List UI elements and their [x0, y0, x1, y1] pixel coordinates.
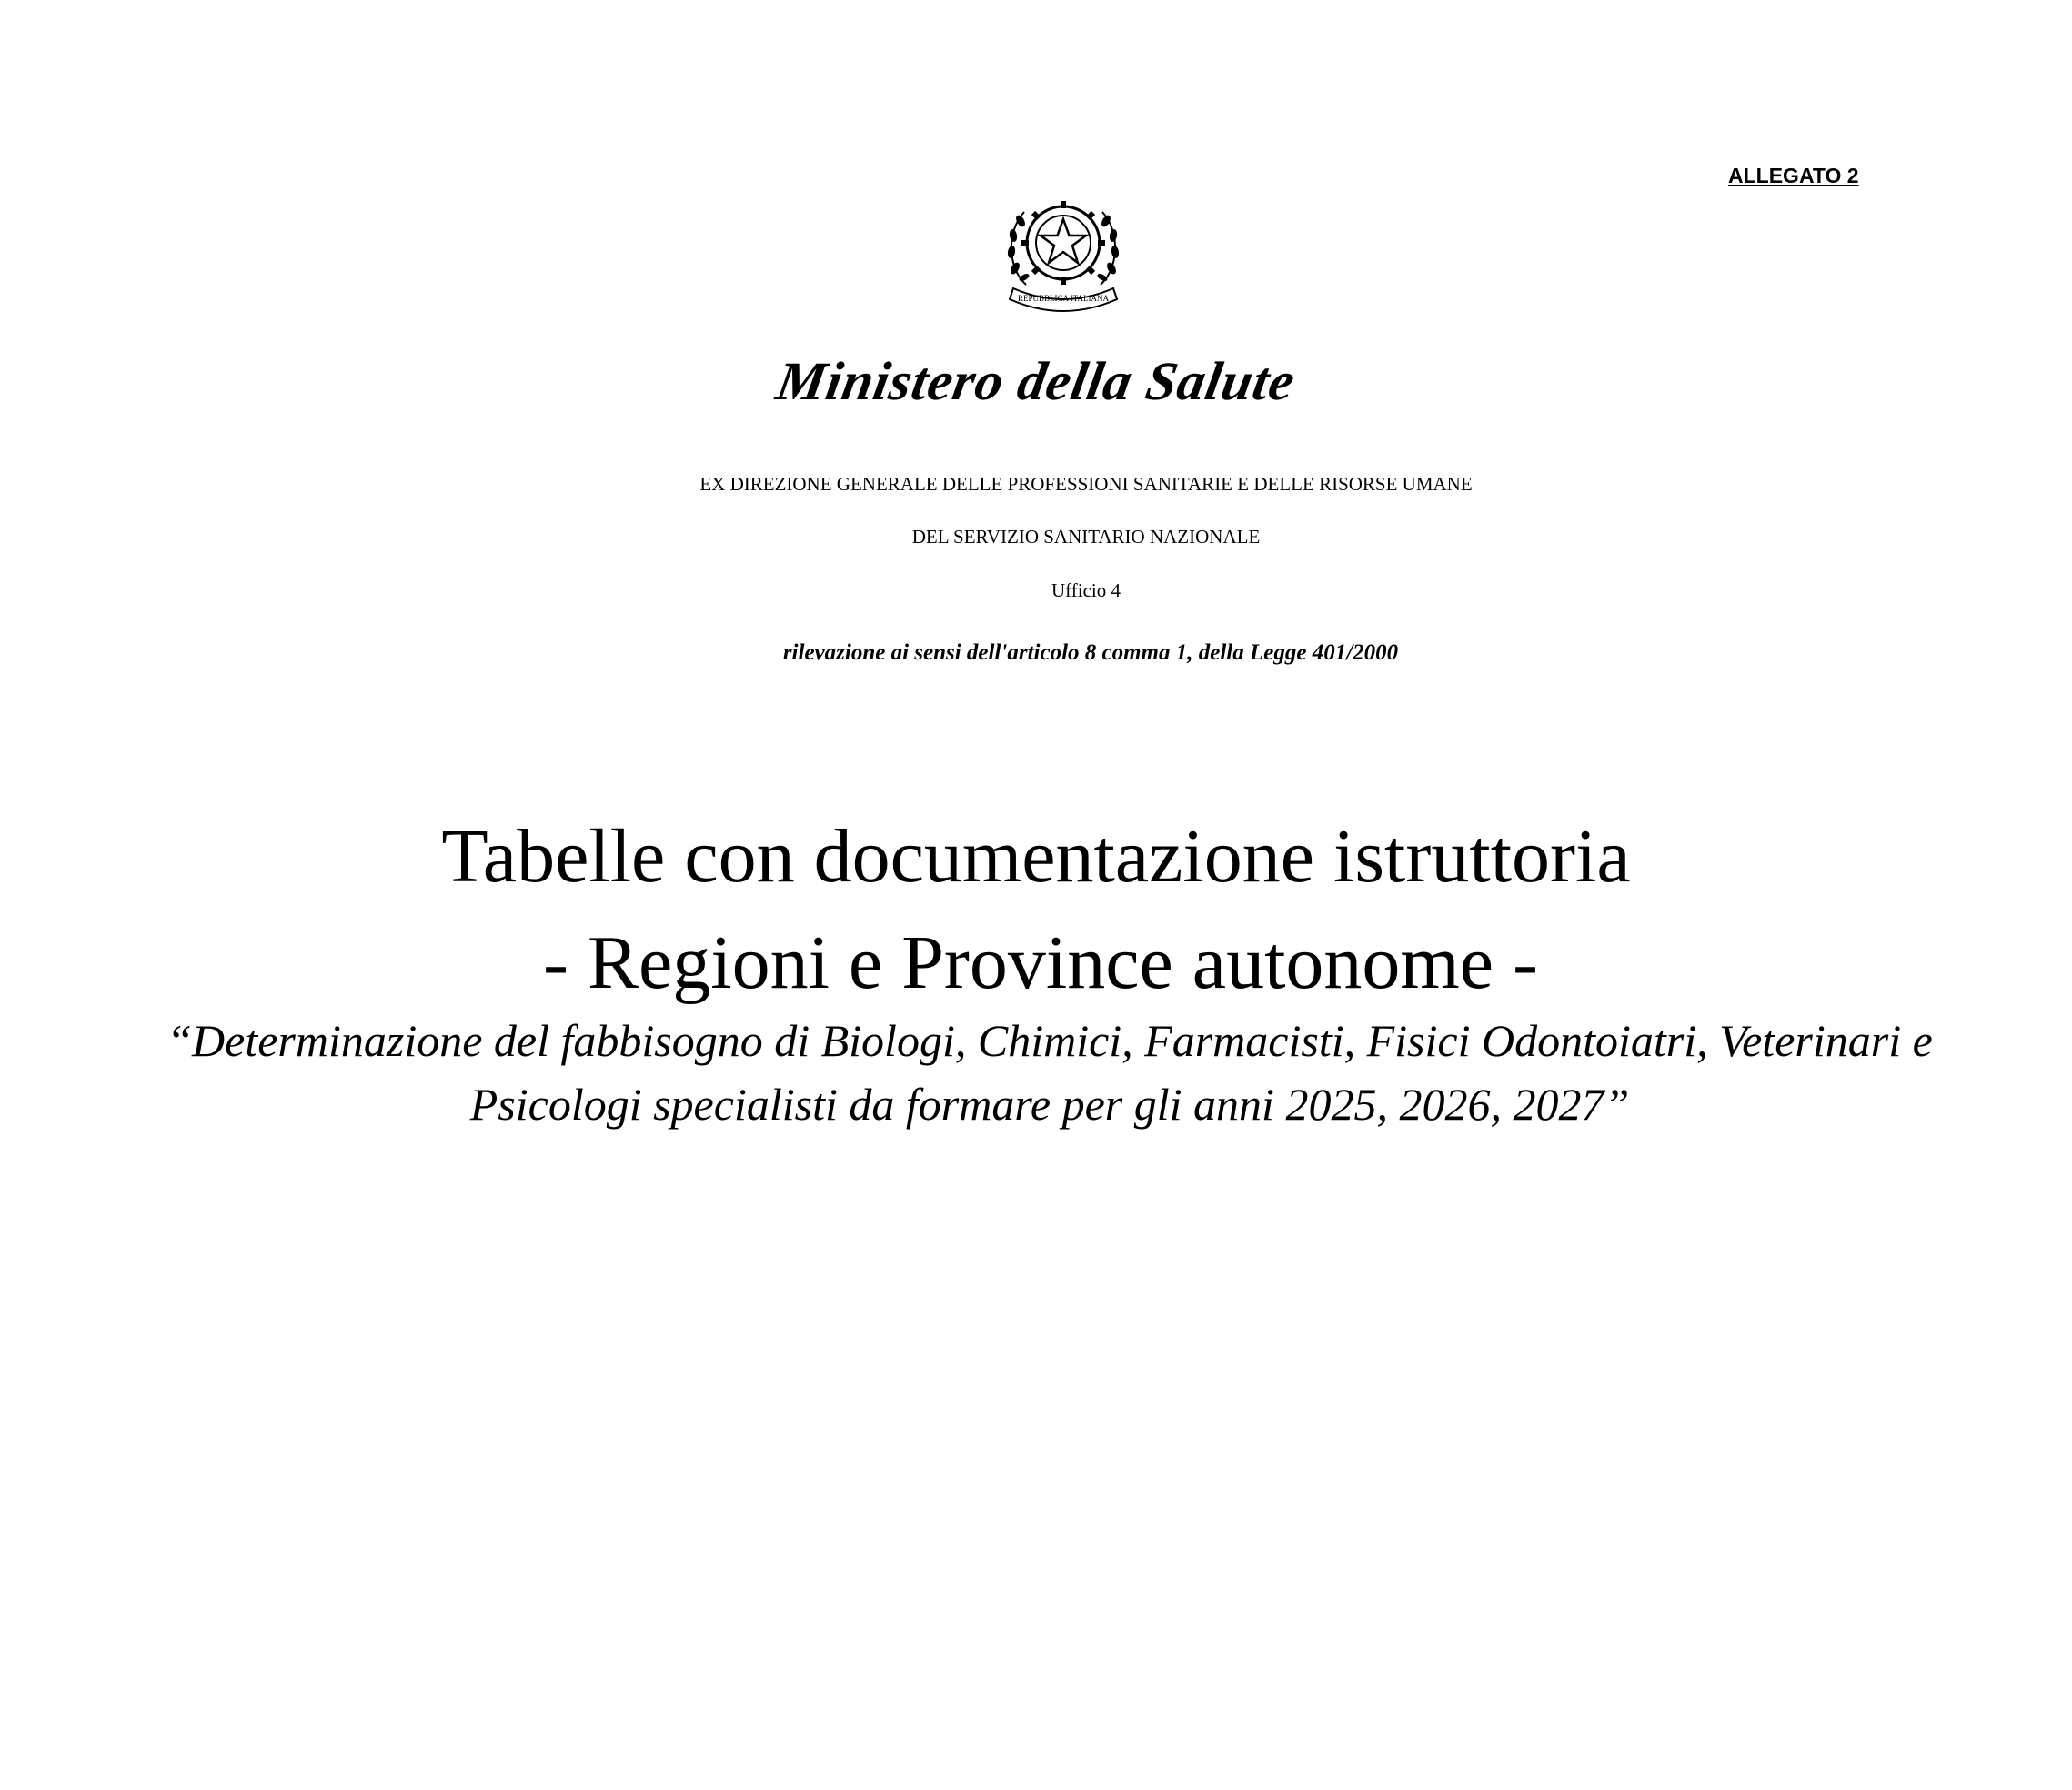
italian-republic-emblem-icon — [1001, 186, 1126, 314]
department-line-2: DEL SERVIZIO SANITARIO NAZIONALE — [911, 526, 1261, 548]
allegato-label: ALLEGATO 2 — [1728, 164, 1859, 187]
legal-reference: rilevazione ai sensi dell'articolo 8 comma 1, della Legge 401/2000 — [782, 640, 1399, 665]
ministry-name: Ministero della Salute — [771, 351, 1301, 411]
office-name: Ufficio 4 — [1051, 579, 1121, 601]
document-title-line-1: Tabelle con documentazione istruttoria — [441, 814, 1631, 899]
document-title-line-2: - Regioni e Province autonome - — [542, 920, 1539, 1005]
department-line-1: EX DIREZIONE GENERALE DELLE PROFESSIONI SANITARIE E DELLE RISORSE UMANE — [699, 473, 1473, 495]
document-subtitle-line-2: Psicologi specialisti da formare per gli anni 2025, 2026, 2027” — [469, 1079, 1630, 1130]
emblem-ribbon-text: REPUBBLICA ITALIANA — [1017, 294, 1110, 303]
document-subtitle-line-1: “Determinazione del fabbisogno di Biologi, Chimici, Farmacisti, Fisici Odontoiatri, Veterinari e — [166, 1015, 1933, 1066]
